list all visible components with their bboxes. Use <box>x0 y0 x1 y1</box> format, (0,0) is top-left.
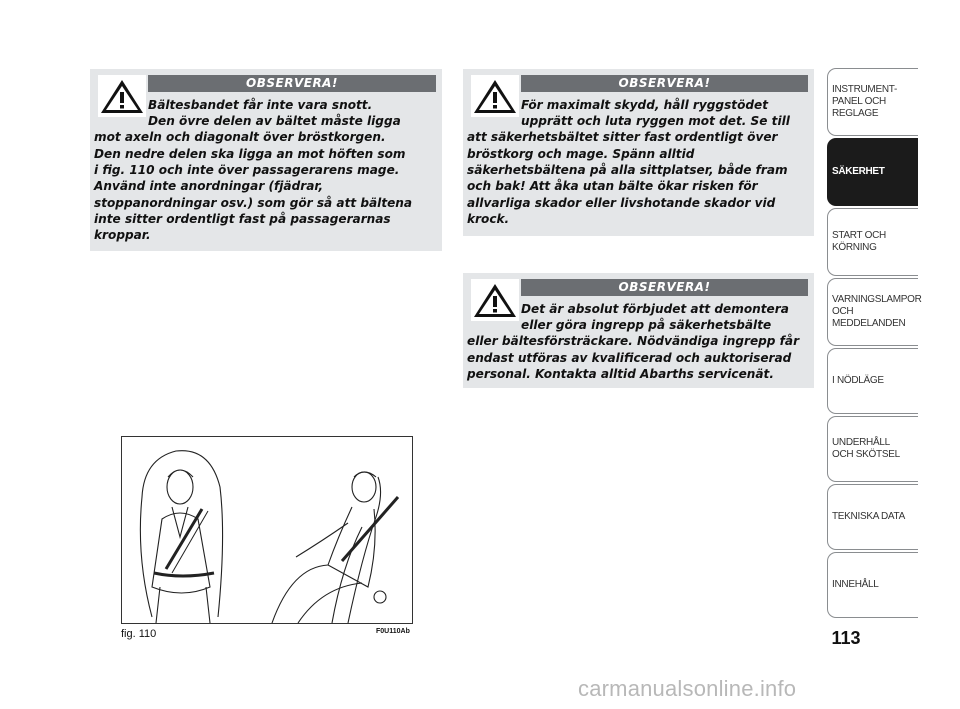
watermark: carmanualsonline.info <box>578 676 797 701</box>
tab-label: VARNINGSLAMPOR OCH MEDDELANDEN <box>832 294 922 329</box>
warning-text-line: och bak! Att åka utan bälte ökar risken för <box>467 179 758 193</box>
warning-heading: OBSERVERA! <box>521 279 808 296</box>
tab-label: START OCH KÖRNING <box>832 230 886 253</box>
tab-label: INSTRUMENT- PANEL OCH REGLAGE <box>832 84 898 119</box>
tab-sakerhet[interactable] <box>827 138 918 206</box>
tab-varningslampor[interactable] <box>827 278 922 346</box>
page-number: 113 <box>831 628 861 648</box>
warning-text-line: Den nedre delen ska ligga an mot höften som <box>94 147 406 161</box>
tab-label: INNEHÅLL <box>832 579 879 590</box>
tab-label: TEKNISKA DATA <box>832 511 905 522</box>
warning-text-line: eller bältesförsträckare. Nödvändiga ingrepp får <box>467 334 800 348</box>
warning-text-line: allvarliga skador eller livshotande skador vid <box>467 196 776 210</box>
tab-label: I NÖDLÄGE <box>832 375 884 386</box>
warning-triangle-icon <box>98 75 146 117</box>
warning-box-backrest <box>463 69 814 236</box>
figure-illustration <box>121 436 413 624</box>
figure-code: F0U110Ab <box>376 628 410 635</box>
warning-text-line: i fig. 110 och inte över passagerarens mage. <box>94 163 400 177</box>
warning-text-line: inte sitter ordentligt fast på passagerarnas <box>94 212 391 226</box>
tab-innehall[interactable] <box>827 552 918 618</box>
warning-triangle-icon <box>471 75 519 117</box>
tab-label: SÄKERHET <box>832 166 885 177</box>
warning-text-line: stoppanordningar osv.) som gör så att bältena <box>94 196 413 210</box>
tab-start-korning[interactable] <box>827 208 918 276</box>
warning-heading: OBSERVERA! <box>148 75 436 92</box>
warning-text-line: bröstkorg och mage. Spänn alltid <box>467 147 695 161</box>
tab-i-nodlage[interactable] <box>827 348 918 414</box>
warning-text-line: Det är absolut förbjudet att demontera <box>521 302 789 316</box>
warning-text-line: Bältesbandet får inte vara snott. <box>148 98 373 112</box>
seatbelt-passenger-drawing <box>122 437 412 623</box>
figure-label: fig. 110 <box>121 628 157 640</box>
warning-heading: OBSERVERA! <box>521 75 808 92</box>
warning-text-line: säkerhetsbältena på alla sittplatser, både fram <box>467 163 788 177</box>
tab-label: UNDERHÅLL OCH SKÖTSEL <box>832 437 900 460</box>
warning-text-line: endast utföras av kvalificerad och auktoriserad <box>467 351 792 365</box>
tab-tekniska-data[interactable] <box>827 484 918 550</box>
warning-text-line: mot axeln och diagonalt över bröstkorgen. <box>94 130 386 144</box>
warning-text-line: eller göra ingrepp på säkerhetsbälte <box>521 318 772 332</box>
warning-box-belt-strap <box>90 69 442 251</box>
tab-underhall[interactable] <box>827 416 918 482</box>
warning-text-line: För maximalt skydd, håll ryggstödet <box>521 98 769 112</box>
warning-text-line: Den övre delen av bältet måste ligga <box>148 114 401 128</box>
warning-text-line: Använd inte anordningar (fjädrar, <box>94 179 324 193</box>
warning-text-line: personal. Kontakta alltid Abarths servicenät. <box>467 367 774 381</box>
warning-text-line: att säkerhetsbältet sitter fast ordentligt över <box>467 130 778 144</box>
tab-instrumentpanel[interactable] <box>827 68 918 136</box>
warning-box-tampering <box>463 273 814 388</box>
warning-triangle-icon <box>471 279 519 321</box>
warning-text-line: upprätt och luta ryggen mot det. Se till <box>521 114 790 128</box>
warning-text-line: krock. <box>467 212 510 226</box>
warning-text-line: kroppar. <box>94 228 151 242</box>
